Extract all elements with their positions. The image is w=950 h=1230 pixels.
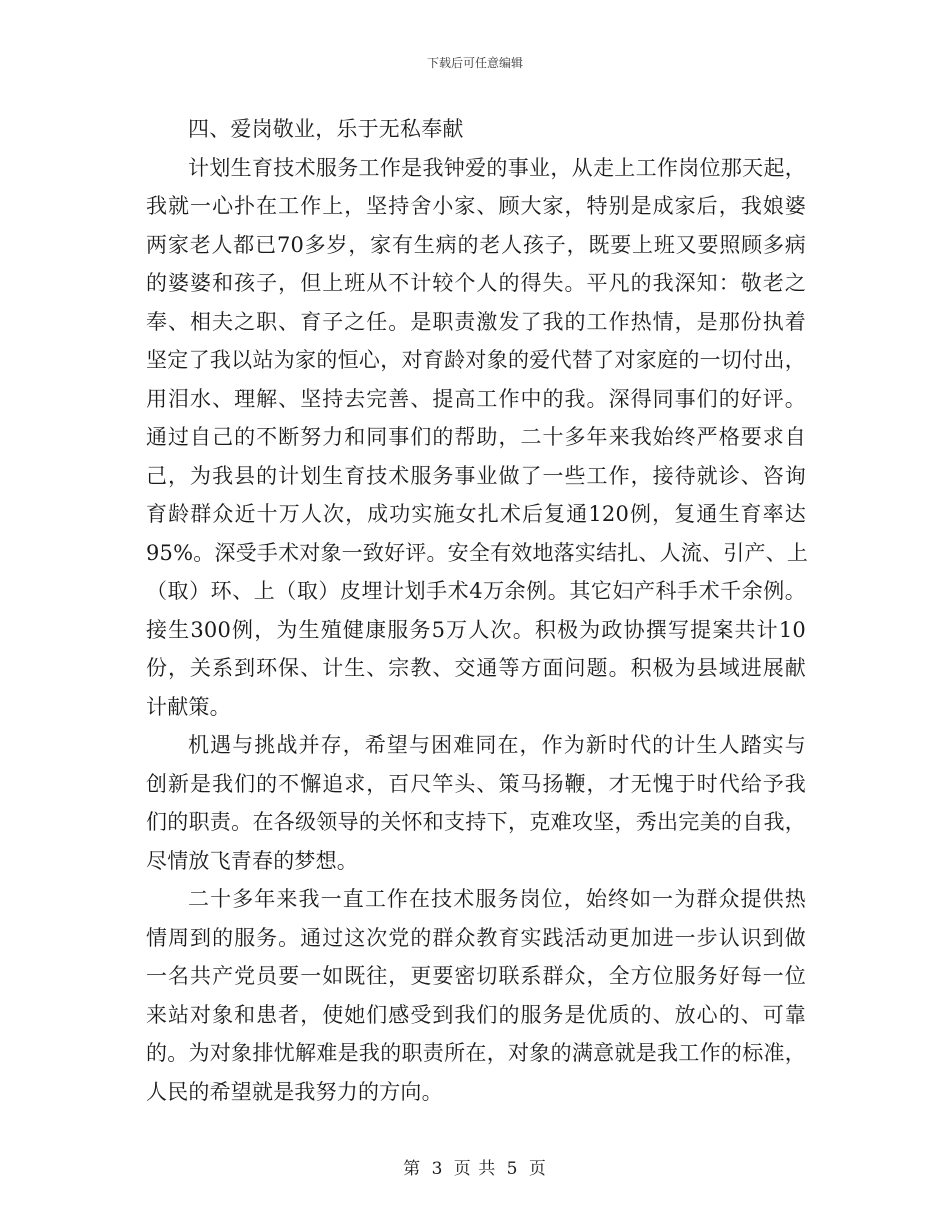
paragraph-line: 创新是我们的不懈追求，百尺竿头、策马扬鞭，才无愧于时代给予我 [146, 771, 806, 796]
paragraph-line: 一名共产党员要一如既往，更要密切联系群众，全方位服务好每一位 [146, 964, 806, 988]
paragraph-line: 机遇与挑战并存，希望与困难同在，作为新时代的计生人踏实与 [188, 733, 806, 757]
footer-prefix: 第 [403, 1159, 422, 1179]
paragraph-line: 尽情放飞青春的梦想。 [146, 848, 358, 873]
section-heading: 四、爱岗敬业，乐于无私奉献 [188, 117, 464, 141]
paragraph-line: （取）环、上（取）皮埋计划手术4万余例。其它妇产科手术千余例。 [146, 579, 806, 603]
paragraph-line: 奉、相夫之职、育子之任。是职责激发了我的工作热情，是那份执着 [146, 309, 806, 334]
paragraph-line: 己，为我县的计划生育技术服务事业做了一些工作，接待就诊、咨询 [146, 463, 806, 488]
paragraph-line: 95%。深受手术对象一致好评。安全有效地落实结扎、人流、引产、上 [146, 540, 809, 565]
paragraph-2 [146, 726, 806, 880]
paragraph-line: 的婆婆和孩子，但上班从不计较个人的得失。平凡的我深知：敬老之 [146, 271, 806, 295]
paragraph-line: 两家老人都已70多岁，家有生病的老人孩子，既要上班又要照顾多病 [146, 232, 806, 257]
paragraph-3 [146, 880, 806, 1111]
paragraph-line: 情周到的服务。通过这次党的群众教育实践活动更加进一步认识到做 [146, 925, 806, 950]
paragraph-line: 育龄群众近十万人次，成功实施女扎术后复通120例，复通生育率达 [146, 502, 806, 526]
page-footer [0, 1154, 950, 1179]
paragraph-line: 坚定了我以站为家的恒心，对育龄对象的爱代替了对家庭的一切付出， [146, 348, 806, 372]
paragraph-line: 用泪水、理解、坚持去完善、提高工作中的我。深得同事们的好评。 [146, 386, 806, 411]
paragraph-line: 来站对象和患者，使她们感受到我们的服务是优质的、放心的、可靠 [146, 1002, 806, 1027]
paragraph-line: 的。为对象排忧解难是我的职责所在，对象的满意就是我工作的标准， [146, 1041, 806, 1065]
document-body [146, 110, 809, 1111]
paragraph-line: 计献策。 [146, 694, 231, 719]
paragraph-line: 我就一心扑在工作上，坚持舍小家、顾大家，特别是成家后，我娘婆 [146, 194, 806, 218]
paragraph-line: 通过自己的不断努力和同事们的帮助，二十多年来我始终严格要求自 [146, 425, 806, 449]
paragraph-1 [146, 149, 809, 727]
paragraph-line: 二十多年来我一直工作在技术服务岗位，始终如一为群众提供热 [188, 887, 806, 911]
paragraph-line: 计划生育技术服务工作是我钟爱的事业，从走上工作岗位那天起， [188, 155, 806, 180]
paragraph-line: 们的职责。在各级领导的关怀和支持下，克难攻坚，秀出完美的自我， [146, 810, 806, 834]
footer-suffix: 页 [528, 1159, 547, 1179]
paragraph-line: 份，关系到环保、计生、宗教、交通等方面问题。积极为县域进展献 [146, 656, 806, 680]
footer-current-page: 3 [431, 1159, 444, 1179]
footer-total-pages: 5 [506, 1159, 519, 1179]
paragraph-line: 人民的希望就是我努力的方向。 [146, 1079, 443, 1104]
footer-middle: 页 共 [453, 1159, 497, 1179]
header-note: 下载后可任意编辑 [426, 56, 523, 70]
paragraph-line: 接生300例，为生殖健康服务5万人次。积极为政协撰写提案共计10 [146, 617, 806, 642]
